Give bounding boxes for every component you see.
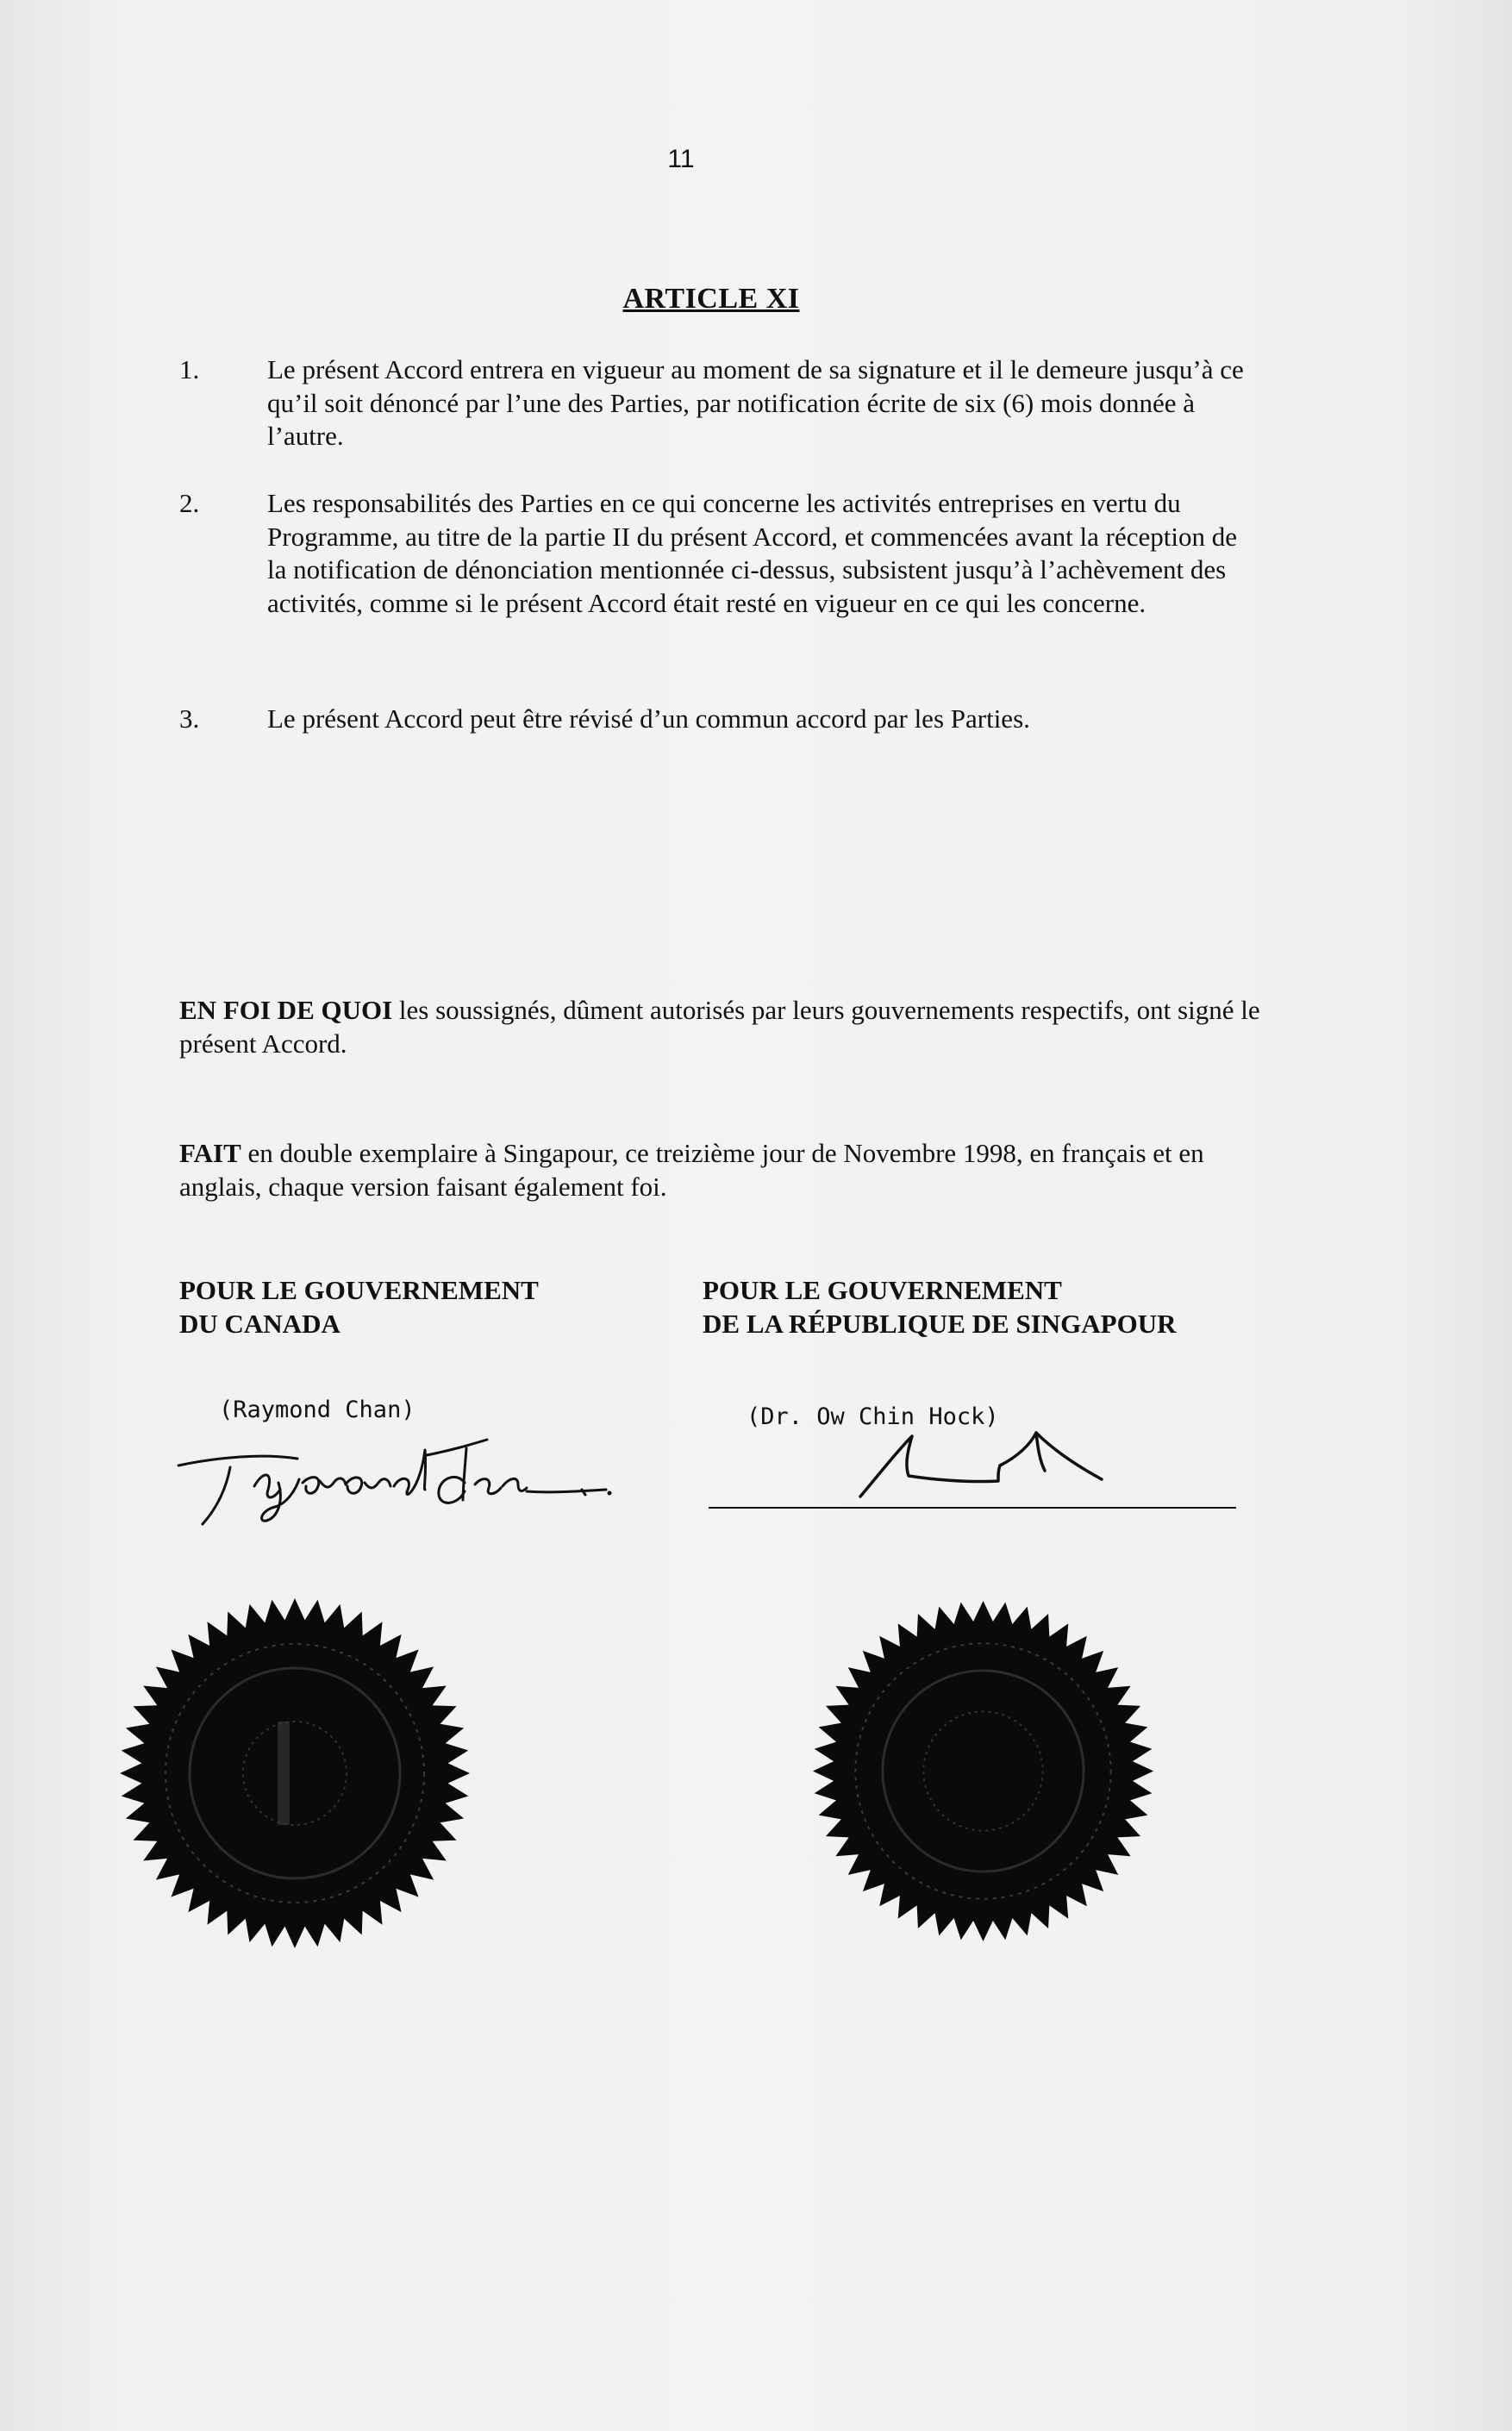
clause-number: 1. <box>179 354 200 384</box>
heading-line: POUR LE GOUVERNEMENT <box>179 1275 539 1305</box>
clause-1 <box>179 353 1253 453</box>
clause-3 <box>179 703 1253 736</box>
clause-text: Le présent Accord peut être révisé d’un commun accord par les Parties. <box>267 703 1030 734</box>
signature-canada <box>168 1433 621 1528</box>
heading-line: DE LA RÉPUBLIQUE DE SINGAPOUR <box>703 1309 1177 1339</box>
signature-singapore <box>853 1414 1112 1500</box>
embossed-seal-singapore <box>809 1597 1158 1946</box>
clause-text: Le présent Accord entrera en vigueur au moment de sa signature et il le demeure jusqu’à ce qu’il soit dénoncé par l’une des Parties, par notification écrite de six (6) mois donnée à l’autre. <box>267 354 1244 451</box>
seal-starburst <box>120 1598 470 1948</box>
seal-starburst <box>813 1601 1153 1941</box>
signature-line-singapore <box>709 1507 1236 1509</box>
signatory-heading-canada <box>179 1273 731 1340</box>
typed-name-canada: (Raymond Chan) <box>219 1397 415 1423</box>
done-at-lead: FAIT <box>179 1138 241 1168</box>
signatory-heading-singapore <box>703 1273 1254 1340</box>
clause-number: 3. <box>179 703 200 734</box>
witness-clause <box>179 993 1265 1060</box>
typed-name-singapore: (Dr. Ow Chin Hock) <box>747 1403 999 1430</box>
heading-line: POUR LE GOUVERNEMENT <box>703 1275 1062 1305</box>
witness-lead: EN FOI DE QUOI <box>179 995 393 1025</box>
page-number: 11 <box>667 145 695 173</box>
clause-text: Les responsabilités des Parties en ce qui concerne les activités entreprises en vertu du Programme, au titre de la partie II du présent Accord, et commencées avant la réception de la notification de dénonciation mentionnée ci-dessus, subsistent jusqu’à l’achèvement des activités, comme si le présent Accord était resté en vigueur en ce qui les concerne. <box>267 488 1237 618</box>
done-at-text: en double exemplaire à Singapour, ce treizième jour de Novembre 1998, en français et en anglais, chaque version faisant également foi. <box>179 1138 1204 1202</box>
embossed-seal-canada <box>118 1597 472 1950</box>
article-title: ARTICLE XI <box>622 283 800 315</box>
done-at-clause <box>179 1136 1265 1203</box>
witness-text: les soussignés, dûment autorisés par leurs gouvernements respectifs, ont signé le présent Accord. <box>179 995 1260 1059</box>
clause-number: 2. <box>179 488 200 518</box>
clause-2 <box>179 487 1253 620</box>
heading-line: DU CANADA <box>179 1309 341 1339</box>
